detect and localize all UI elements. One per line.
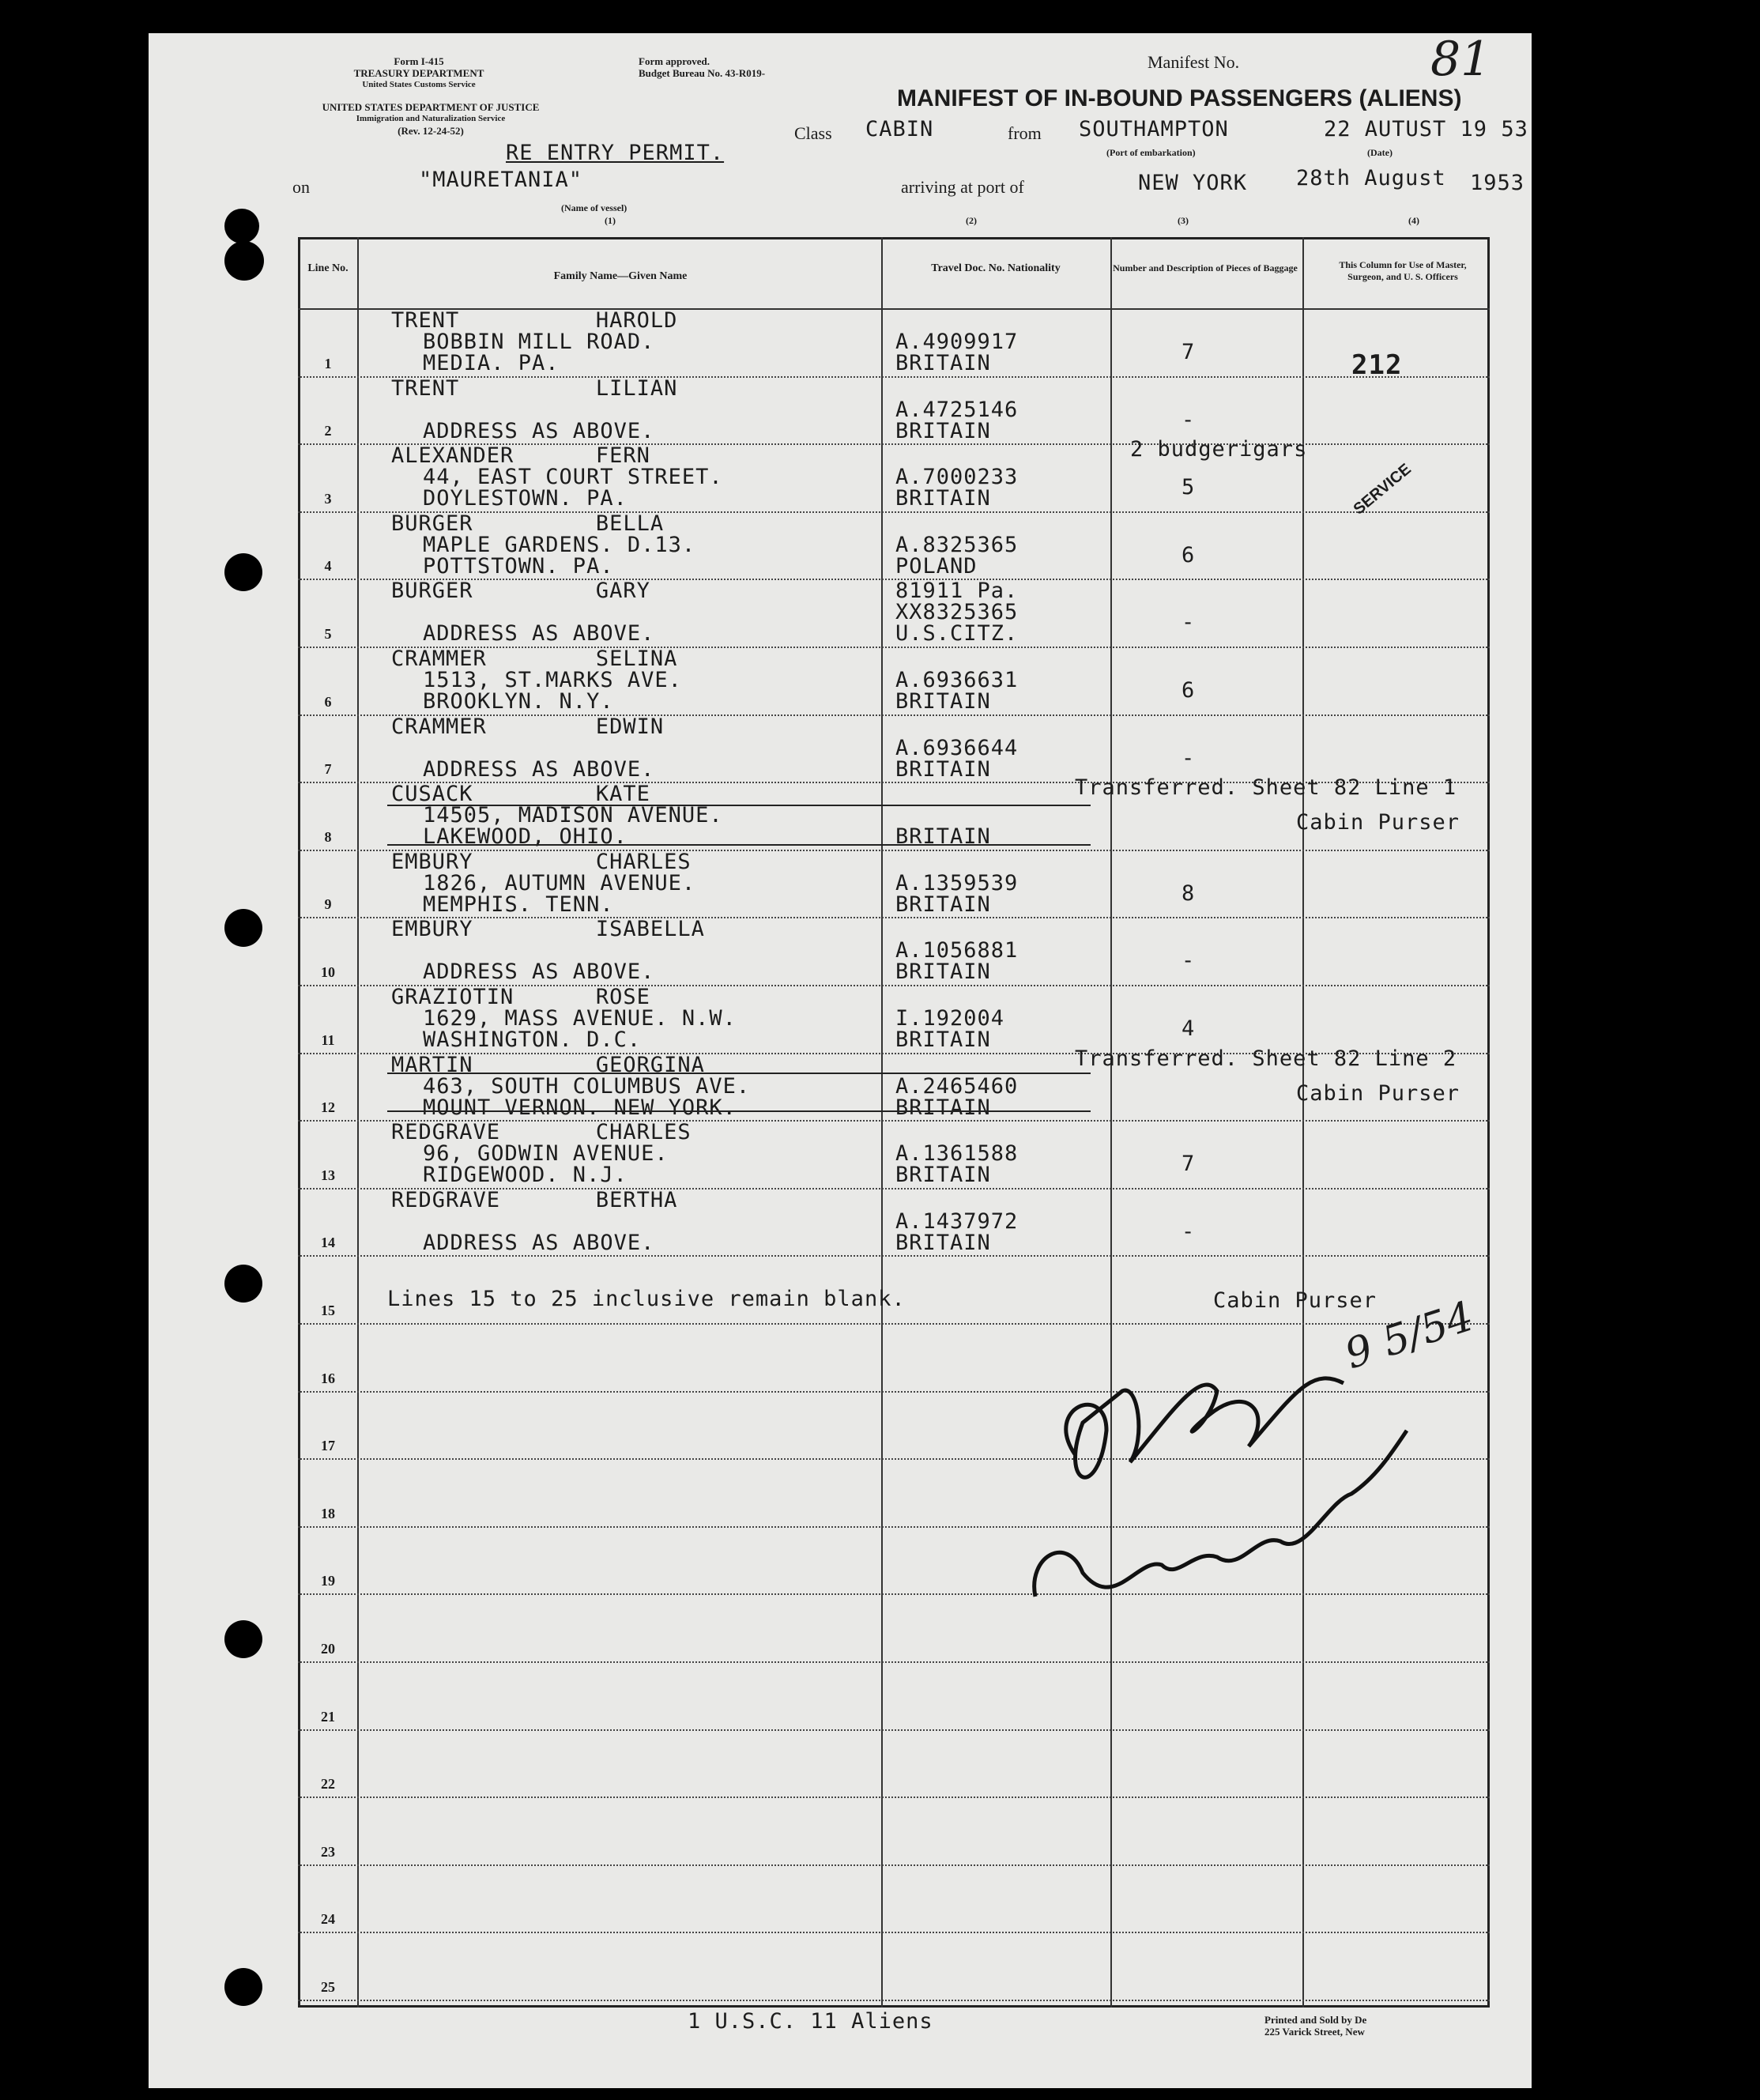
passenger-name: TRENT HAROLD — [391, 308, 678, 333]
margin-note: 9 5/54 — [1339, 1292, 1479, 1379]
passenger-name: TRENT LILIAN — [391, 375, 678, 401]
inspector-signature — [1012, 1296, 1454, 1660]
manifest-number: 81 — [1430, 32, 1491, 87]
baggage-count: - — [1181, 745, 1196, 771]
strike-line — [387, 1073, 1091, 1074]
passenger-address: MAPLE GARDENS. D.13. — [423, 532, 696, 557]
strike-line — [387, 844, 1091, 846]
passenger-name: EMBURY ISABELLA — [391, 917, 705, 942]
transfer-signature: Cabin Purser — [1296, 1080, 1460, 1106]
passenger-address: 1826, AUTUMN AVENUE. — [423, 870, 696, 895]
form-number: Form I-415 — [394, 55, 444, 67]
passenger-name: REDGRAVE CHARLES — [391, 1120, 692, 1145]
blank-lines-signature: Cabin Purser — [1213, 1288, 1377, 1313]
passenger-address: 463, SOUTH COLUMBUS AVE. — [423, 1073, 751, 1099]
passenger-address: ADDRESS AS ABOVE. — [423, 418, 655, 443]
line-number: 15 — [321, 1303, 335, 1318]
line-number: 23 — [321, 1843, 335, 1860]
date-caption: (Date) — [1367, 147, 1393, 158]
line-number: 24 — [321, 1911, 335, 1928]
line-number: 13 — [321, 1167, 335, 1183]
justice-label: UNITED STATES DEPARTMENT OF JUSTICE — [322, 101, 540, 113]
travel-doc-number: A.1361588 — [895, 1141, 1019, 1167]
nationality: BRITAIN — [895, 756, 991, 782]
from-value: SOUTHAMPTON — [1079, 117, 1229, 141]
line-number: 8 — [324, 828, 332, 845]
travel-doc-number: A.1056881 — [895, 938, 1019, 963]
passenger-address: BROOKLYN. N.Y. — [423, 689, 614, 714]
strike-line — [387, 1110, 1091, 1112]
line-number: 16 — [321, 1370, 335, 1386]
passenger-address: 14505, MADISON AVENUE. — [423, 803, 723, 828]
baggage-count: 7 — [1181, 1152, 1196, 1177]
from-label: from — [1008, 123, 1042, 143]
binder-hole — [224, 1265, 262, 1303]
treasury-label: TREASURY DEPARTMENT — [353, 67, 484, 79]
header-travel-doc: Travel Doc. No. Nationality — [931, 262, 1061, 274]
passenger-address: ADDRESS AS ABOVE. — [423, 621, 655, 647]
line-number: 11 — [321, 1031, 335, 1048]
arrival-date: 28th August — [1296, 166, 1446, 190]
line-number: 19 — [321, 1573, 335, 1589]
line-number: 12 — [321, 1099, 335, 1116]
class-value: CABIN — [865, 117, 934, 141]
row-rule — [298, 1932, 1490, 1933]
travel-doc-number: 81911 Pa. — [895, 579, 1019, 604]
on-label: on — [292, 177, 310, 197]
line-number: 9 — [324, 896, 332, 913]
customs-label: United States Customs Service — [362, 80, 476, 89]
line-number: 3 — [324, 490, 332, 507]
officer-number: 212 — [1351, 349, 1403, 381]
travel-doc-number: A.8325365 — [895, 532, 1019, 557]
class-label: Class — [794, 123, 832, 143]
manifest-no-label: Manifest No. — [1148, 52, 1240, 72]
passenger-name: CRAMMER SELINA — [391, 647, 678, 671]
travel-doc-number: A.6936631 — [895, 668, 1019, 692]
passenger-address: MEMPHIS. TENN. — [423, 892, 614, 917]
approved-label: Form approved. — [639, 55, 710, 67]
line-number: 17 — [321, 1438, 335, 1454]
baggage-count: 6 — [1181, 678, 1196, 703]
passenger-name: BURGER GARY — [391, 579, 650, 604]
passenger-name: EMBURY CHARLES — [391, 849, 692, 874]
nationality: BRITAIN — [895, 689, 991, 714]
line-number: 10 — [321, 964, 335, 980]
vessel-name: "MAURETANIA" — [419, 168, 583, 192]
nationality: BRITAIN — [895, 1027, 991, 1052]
passenger-address: ADDRESS AS ABOVE. — [423, 960, 655, 985]
binder-hole — [224, 241, 264, 281]
justice-block — [296, 101, 565, 137]
baggage-count: - — [1181, 1219, 1196, 1244]
binder-hole — [224, 1968, 262, 2006]
column-divider — [881, 237, 883, 2008]
travel-doc-number: A.4909917 — [895, 330, 1019, 354]
binder-hole — [224, 1620, 262, 1658]
line-number: 5 — [324, 626, 332, 642]
approval-block — [639, 55, 765, 79]
nationality: BRITAIN — [895, 1095, 991, 1120]
travel-doc-number: A.1359539 — [895, 870, 1019, 895]
footer-totals: 1 U.S.C. 11 Aliens — [688, 2009, 933, 2034]
binder-hole — [224, 209, 259, 243]
passenger-address: 96, GODWIN AVENUE. — [423, 1141, 669, 1167]
nationality: U.S.CITZ. — [895, 621, 1019, 647]
passenger-name: REDGRAVE BERTHA — [391, 1187, 678, 1212]
row-rule — [298, 1661, 1490, 1663]
travel-doc-number: A.2465460 — [895, 1073, 1019, 1099]
vessel-caption: (Name of vessel) — [561, 202, 627, 213]
travel-doc-number: I.192004 — [895, 1006, 1005, 1031]
header-name: Family Name—Given Name — [553, 270, 688, 282]
line-number: 2 — [324, 423, 332, 439]
header-baggage: Number and Description of Pieces of Baggage — [1113, 262, 1298, 273]
passenger-address: 1629, MASS AVENUE. N.W. — [423, 1006, 737, 1031]
passenger-address: 1513, ST.MARKS AVE. — [423, 668, 682, 692]
line-number: 22 — [321, 1776, 335, 1793]
baggage-count: - — [1181, 948, 1196, 974]
passenger-address: WASHINGTON. D.C. — [423, 1027, 642, 1052]
arriving-label: arriving at port of — [901, 177, 1024, 197]
form-header — [316, 55, 522, 91]
nationality: BRITAIN — [895, 351, 991, 375]
baggage-count: 7 — [1181, 340, 1196, 364]
budget-label: Budget Bureau No. 43-R019- — [639, 67, 766, 79]
passenger-address: DOYLESTOWN. PA. — [423, 486, 627, 511]
passenger-name: ALEXANDER FERN — [391, 443, 650, 469]
column-divider — [1302, 237, 1304, 2008]
column-number-1: (1) — [605, 215, 616, 226]
column-divider — [357, 237, 359, 2008]
nationality: BRITAIN — [895, 418, 991, 443]
passenger-address: ADDRESS AS ABOVE. — [423, 756, 655, 782]
passenger-name: CUSACK KATE — [391, 782, 650, 807]
printer-block — [1264, 2014, 1366, 2038]
travel-doc-number: A.1437972 — [895, 1208, 1019, 1234]
baggage-count: 5 — [1181, 475, 1196, 500]
nationality: BRITAIN — [895, 824, 991, 850]
travel-doc-number: A.4725146 — [895, 397, 1019, 422]
passenger-address: MEDIA. PA. — [423, 351, 560, 375]
port-caption: (Port of embarkation) — [1106, 147, 1196, 158]
printer-label: Printed and Sold by De — [1264, 2014, 1367, 2026]
line-number: 4 — [324, 558, 332, 575]
line-number: 21 — [321, 1708, 335, 1725]
passenger-address: RIDGEWOOD. N.J. — [423, 1163, 627, 1188]
travel-doc-number: A.7000233 — [895, 465, 1019, 490]
passenger-address: 44, EAST COURT STREET. — [423, 465, 723, 490]
column-number-4: (4) — [1408, 215, 1419, 226]
date-value: 22 AUTUST 19 53 — [1324, 117, 1528, 141]
header-line-no: Line No. — [307, 262, 349, 274]
revision-label: (Rev. 12-24-52) — [398, 125, 464, 137]
arrival-year: 1953 — [1470, 171, 1525, 195]
column-divider — [1110, 237, 1112, 2008]
baggage-count: 8 — [1181, 880, 1196, 906]
binder-hole — [224, 553, 262, 591]
nationality: POLAND — [895, 553, 978, 579]
baggage-count: 4 — [1181, 1016, 1196, 1041]
column-number-2: (2) — [966, 215, 977, 226]
printer-address: 225 Varick Street, New — [1264, 2026, 1365, 2038]
row-rule — [298, 1729, 1490, 1731]
arrival-port: NEW YORK — [1138, 171, 1248, 195]
line-number: 7 — [324, 761, 332, 778]
strike-line — [387, 805, 1091, 806]
stamp-text: SERVICE — [1350, 460, 1415, 518]
passenger-address: ADDRESS AS ABOVE. — [423, 1230, 655, 1255]
passenger-address: POTTSTOWN. PA. — [423, 553, 614, 579]
passenger-address: MOUNT VERNON. NEW YORK. — [423, 1095, 737, 1120]
line-number: 20 — [321, 1641, 335, 1657]
nationality: BRITAIN — [895, 960, 991, 985]
line-number: 18 — [321, 1505, 335, 1521]
row-rule — [298, 1255, 1490, 1257]
passenger-address: LAKEWOOD, OHIO. — [423, 824, 627, 850]
ins-label: Immigration and Naturalization Service — [356, 114, 506, 123]
row-rule — [298, 1864, 1490, 1866]
passenger-name: GRAZIOTIN ROSE — [391, 985, 650, 1009]
transfer-note: Transferred. Sheet 82 Line 2 — [1075, 1046, 1457, 1071]
nationality: BRITAIN — [895, 892, 991, 917]
transfer-note: Transferred. Sheet 82 Line 1 — [1075, 775, 1457, 801]
reentry-permit-label: RE ENTRY PERMIT. — [506, 141, 725, 165]
passenger-name: BURGER BELLA — [391, 511, 665, 536]
passenger-name: CRAMMER EDWIN — [391, 714, 665, 739]
travel-doc-number: A.6936644 — [895, 735, 1019, 760]
nationality: BRITAIN — [895, 1163, 991, 1188]
transfer-signature: Cabin Purser — [1296, 810, 1460, 835]
baggage-count: - — [1181, 610, 1196, 635]
nationality: XX8325365 — [895, 600, 1019, 625]
nationality: BRITAIN — [895, 1230, 991, 1255]
column-number-3: (3) — [1178, 215, 1189, 226]
nationality: BRITAIN — [895, 486, 991, 511]
passenger-address: BOBBIN MILL ROAD. — [423, 330, 655, 354]
header-officers: This Column for Use of Master, Surgeon, and U. S. Officers — [1339, 259, 1467, 282]
passenger-name: MARTIN GEORGINA — [391, 1052, 705, 1077]
page-title: MANIFEST OF IN-BOUND PASSENGERS (ALIENS) — [897, 85, 1462, 111]
row-rule — [298, 1796, 1490, 1798]
line-number: 25 — [321, 1979, 335, 1995]
line-number: 14 — [321, 1235, 335, 1251]
blank-lines-note: Lines 15 to 25 inclusive remain blank. — [387, 1287, 906, 1311]
baggage-note: 2 budgerigars — [1130, 437, 1308, 462]
baggage-count: - — [1181, 407, 1196, 432]
row-rule — [298, 2000, 1490, 2001]
baggage-count: 6 — [1181, 542, 1196, 567]
binder-hole — [224, 909, 262, 947]
line-number: 6 — [324, 693, 332, 710]
line-number: 1 — [324, 355, 332, 371]
